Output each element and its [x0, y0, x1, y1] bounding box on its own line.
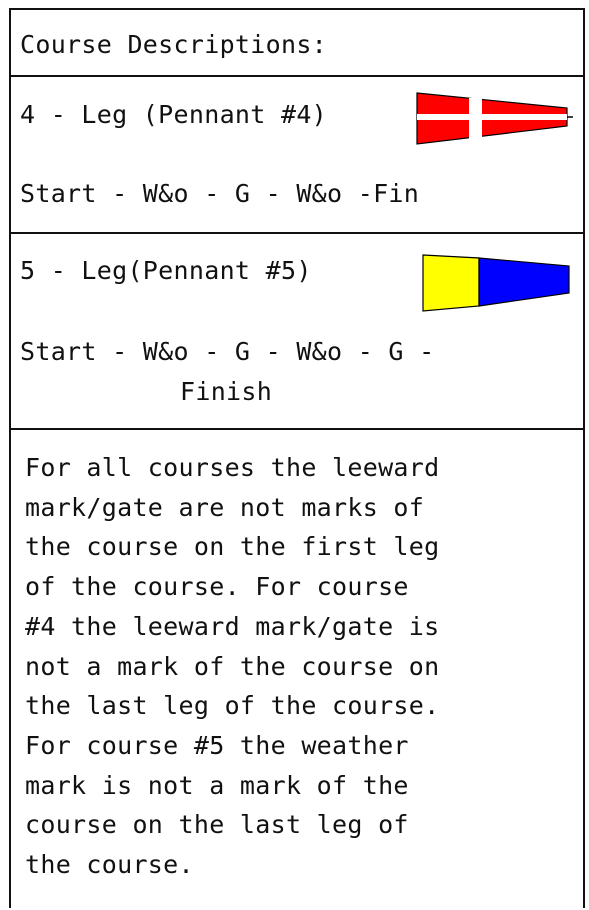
course-4-section	[11, 77, 583, 234]
course-4-route: Start - W&o - G - W&o -Fin	[20, 179, 420, 208]
course-4-name: 4 - Leg (Pennant #4)	[20, 100, 328, 129]
course-5-name: 5 - Leg(Pennant #5)	[20, 256, 312, 285]
course-5-section	[11, 234, 583, 430]
title-row	[11, 10, 583, 77]
notes-section	[11, 430, 583, 910]
page-title: Course Descriptions:	[20, 30, 328, 59]
course-descriptions-panel	[9, 8, 585, 908]
course-notes-paragraph: For all courses the leeward mark/gate are not marks of the course on the first leg of the course. For course #4 the leeward mark/gate is not a mark of the course on the last leg of the course. For course #5 the weather mark is not a mark of the course on the last leg of the course.	[25, 453, 440, 880]
course-5-route-line2: Finish	[180, 377, 273, 406]
pennant-5-flag-icon	[421, 251, 573, 317]
pennant-4-flag-icon	[415, 90, 573, 148]
course-5-route-line1: Start - W&o - G - W&o - G -	[20, 337, 435, 366]
